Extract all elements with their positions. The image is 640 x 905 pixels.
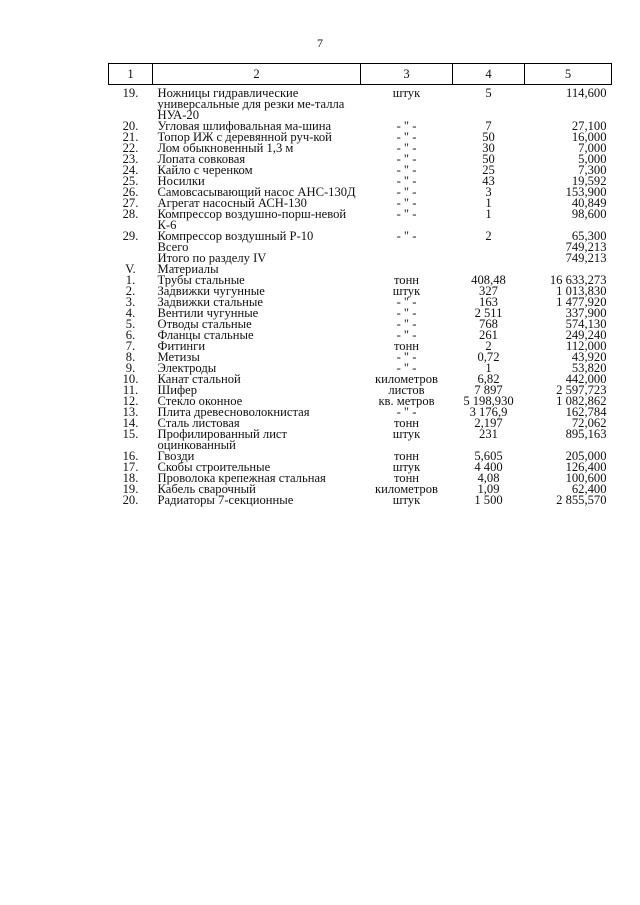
quantity: 1 <box>485 361 492 375</box>
item-name: Плита древесноволокнистая <box>157 405 310 419</box>
item-name: Лом обыкновенный 1,3 м <box>157 141 294 155</box>
item-name: Ножницы гидравлические универсальные для резки ме-талла НУА-20 <box>157 86 345 122</box>
quantity: 1 <box>485 207 492 221</box>
row-number: 21. <box>122 130 139 144</box>
quantity: 2,197 <box>474 416 503 430</box>
quantity: 43 <box>482 174 495 188</box>
item-name: Трубы стальные <box>157 273 245 287</box>
row-number: 3. <box>125 295 136 309</box>
amount: 749,213 <box>565 240 607 254</box>
row-number: 19. <box>122 86 139 100</box>
quantity: 5 198,930 <box>463 394 514 408</box>
unit: - " - <box>396 306 417 320</box>
row-number: 25. <box>122 174 139 188</box>
unit: - " - <box>396 174 417 188</box>
row-number: 19. <box>122 482 139 496</box>
item-name: Агрегат насосный АСН-130 <box>157 196 307 210</box>
row-number: 4. <box>125 306 136 320</box>
amount: 7,000 <box>578 141 607 155</box>
unit: - " - <box>396 152 417 166</box>
row-number: 17. <box>122 460 139 474</box>
unit: - " - <box>396 130 417 144</box>
table-row <box>109 429 612 451</box>
row-number: 24. <box>122 163 139 177</box>
row-number: 5. <box>125 317 136 331</box>
amount: 162,784 <box>565 405 607 419</box>
amount: 43,920 <box>571 350 607 364</box>
header-col-5: 5 <box>525 64 612 85</box>
unit: километров <box>375 372 438 386</box>
quantity: 2 <box>485 339 492 353</box>
amount: 40,849 <box>571 196 607 210</box>
row-number: 29. <box>122 229 139 243</box>
item-name: Радиаторы 7-секционные <box>157 493 294 507</box>
amount: 72,062 <box>571 416 607 430</box>
unit: тонн <box>393 416 420 430</box>
quantity: 768 <box>479 317 498 331</box>
unit: - " - <box>396 361 417 375</box>
quantity: 1,09 <box>477 482 500 496</box>
item-name: Профилированный лист оцинкованный <box>157 427 288 452</box>
row-number: 27. <box>122 196 139 210</box>
unit: - " - <box>396 317 417 331</box>
unit: тонн <box>393 449 420 463</box>
quantity: 2 511 <box>474 306 503 320</box>
amount: 205,000 <box>565 449 607 463</box>
amount: 27,100 <box>571 119 607 133</box>
row-number: 28. <box>122 207 139 221</box>
unit: тонн <box>393 471 420 485</box>
row-number: 23. <box>122 152 139 166</box>
quantity: 2 <box>485 229 492 243</box>
item-name: Стекло оконное <box>157 394 243 408</box>
item-name: Канат стальной <box>157 372 241 386</box>
item-name: Угловая шлифовальная ма-шина <box>157 119 332 133</box>
unit: штук <box>392 493 421 507</box>
item-name: Итого по разделу IV <box>157 251 267 265</box>
amount: 1 082,862 <box>556 394 607 408</box>
unit: - " - <box>396 119 417 133</box>
quantity: 4 400 <box>474 460 503 474</box>
unit: километров <box>375 482 438 496</box>
quantity: 231 <box>479 427 498 441</box>
item-name: Фитинги <box>157 339 206 353</box>
unit: - " - <box>396 295 417 309</box>
item-name: Лопата совковая <box>157 152 246 166</box>
item-name: Носилки <box>157 174 205 188</box>
unit: кв. метров <box>378 394 435 408</box>
row-number: V. <box>125 262 136 276</box>
header-col-3: 3 <box>361 64 453 85</box>
unit: тонн <box>393 339 420 353</box>
row-number: 8. <box>125 350 136 364</box>
unit: - " - <box>396 328 417 342</box>
item-name: Материалы <box>157 262 219 276</box>
item-name: Фланцы стальные <box>157 328 254 342</box>
row-number: 1. <box>125 273 136 287</box>
item-name: Метизы <box>157 350 200 364</box>
amount: 1 477,920 <box>556 295 607 309</box>
unit: штук <box>392 86 421 100</box>
quantity: 261 <box>479 328 498 342</box>
row-number: 12. <box>122 394 139 408</box>
table-body <box>109 85 612 507</box>
item-name: Электроды <box>157 361 217 375</box>
quantity: 50 <box>482 152 495 166</box>
row-number <box>109 242 153 253</box>
amount: 65,300 <box>571 229 607 243</box>
item-name: Скобы строительные <box>157 460 271 474</box>
quantity: 5,605 <box>474 449 503 463</box>
page-number: 7 <box>317 36 323 50</box>
row-number: 26. <box>122 185 139 199</box>
amount: 53,820 <box>571 361 607 375</box>
materials-table <box>108 63 612 506</box>
item-name: Шифер <box>157 383 197 397</box>
quantity: 0,72 <box>477 350 500 364</box>
row-number: 6. <box>125 328 136 342</box>
amount: 126,400 <box>565 460 607 474</box>
unit: - " - <box>396 163 417 177</box>
amount: 7,300 <box>578 163 607 177</box>
item-name: Компрессор воздушный Р-10 <box>157 229 314 243</box>
row-number: 16. <box>122 449 139 463</box>
quantity: 408,48 <box>471 273 506 287</box>
row-number: 7. <box>125 339 136 353</box>
row-number: 20. <box>122 493 139 507</box>
amount: 749,213 <box>565 251 607 265</box>
item-name: Задвижки чугунные <box>157 284 265 298</box>
unit: штук <box>392 427 421 441</box>
quantity <box>453 242 525 253</box>
unit: - " - <box>396 405 417 419</box>
row-number: 2. <box>125 284 136 298</box>
amount: 1 013,830 <box>556 284 607 298</box>
amount: 895,163 <box>565 427 607 441</box>
item-name: Вентили чугунные <box>157 306 259 320</box>
item-name: Самовсасывающий насос АНС-130Д <box>157 185 356 199</box>
amount: 249,240 <box>565 328 607 342</box>
item-name: Задвижки стальные <box>157 295 263 309</box>
amount: 62,400 <box>571 482 607 496</box>
amount: 574,130 <box>565 317 607 331</box>
quantity: 1 <box>485 196 492 210</box>
row-number: 10. <box>122 372 139 386</box>
amount: 16 633,273 <box>549 273 607 287</box>
header-col-1: 1 <box>109 64 153 85</box>
amount: 19,592 <box>571 174 607 188</box>
quantity: 5 <box>485 86 492 100</box>
amount: 153,900 <box>565 185 607 199</box>
quantity: 7 <box>485 119 492 133</box>
amount: 112,000 <box>566 339 607 353</box>
item-name: Проволока крепежная стальная <box>157 471 326 485</box>
amount: 5,000 <box>578 152 607 166</box>
amount: 442,000 <box>565 372 607 386</box>
quantity: 50 <box>482 130 495 144</box>
row-number: 18. <box>122 471 139 485</box>
quantity: 3 <box>485 185 492 199</box>
quantity: 163 <box>479 295 498 309</box>
unit: тонн <box>393 273 420 287</box>
unit <box>361 253 453 264</box>
quantity: 7 897 <box>474 383 503 397</box>
item-name: Кайло с черенком <box>157 163 253 177</box>
unit: - " - <box>396 350 417 364</box>
unit: - " - <box>396 141 417 155</box>
table-header <box>109 64 612 85</box>
row-number: 11. <box>122 383 139 397</box>
unit: штук <box>392 460 421 474</box>
table-row <box>109 495 612 506</box>
item-name: Кабель сварочный <box>157 482 256 496</box>
row-number: 9. <box>125 361 136 375</box>
table-row <box>109 85 612 122</box>
item-name: Компрессор воздушно-порш-невой К-6 <box>157 207 347 232</box>
table-row <box>109 209 612 231</box>
amount: 2 597,723 <box>556 383 607 397</box>
quantity: 6,82 <box>477 372 500 386</box>
unit <box>361 242 453 253</box>
amount: 337,900 <box>565 306 607 320</box>
item-name: Отводы стальные <box>157 317 252 331</box>
row-number: 20. <box>122 119 139 133</box>
quantity: 4,08 <box>477 471 500 485</box>
unit: - " - <box>396 185 417 199</box>
quantity: 1 500 <box>474 493 503 507</box>
item-name: Гвозди <box>157 449 195 463</box>
row-number: 13. <box>122 405 139 419</box>
row-number: 14. <box>122 416 139 430</box>
quantity: 327 <box>479 284 498 298</box>
unit: - " - <box>396 207 417 221</box>
header-col-2: 2 <box>153 64 361 85</box>
amount: 100,600 <box>565 471 607 485</box>
quantity: 30 <box>482 141 495 155</box>
header-row <box>109 64 612 85</box>
unit: - " - <box>396 229 417 243</box>
unit: листов <box>388 383 425 397</box>
quantity: 25 <box>482 163 495 177</box>
row-number: 15. <box>122 427 139 441</box>
item-name: Топор ИЖ с деревянной руч-кой <box>157 130 332 144</box>
row-number: 22. <box>122 141 139 155</box>
quantity: 3 176,9 <box>469 405 508 419</box>
amount: 2 855,570 <box>556 493 607 507</box>
quantity <box>453 253 525 264</box>
item-name: Сталь листовая <box>157 416 240 430</box>
amount: 98,600 <box>571 207 607 221</box>
header-col-4: 4 <box>453 64 525 85</box>
item-name: Всего <box>157 240 189 254</box>
amount: 114,600 <box>566 86 607 100</box>
unit: - " - <box>396 196 417 210</box>
amount: 16,000 <box>571 130 607 144</box>
unit: штук <box>392 284 421 298</box>
